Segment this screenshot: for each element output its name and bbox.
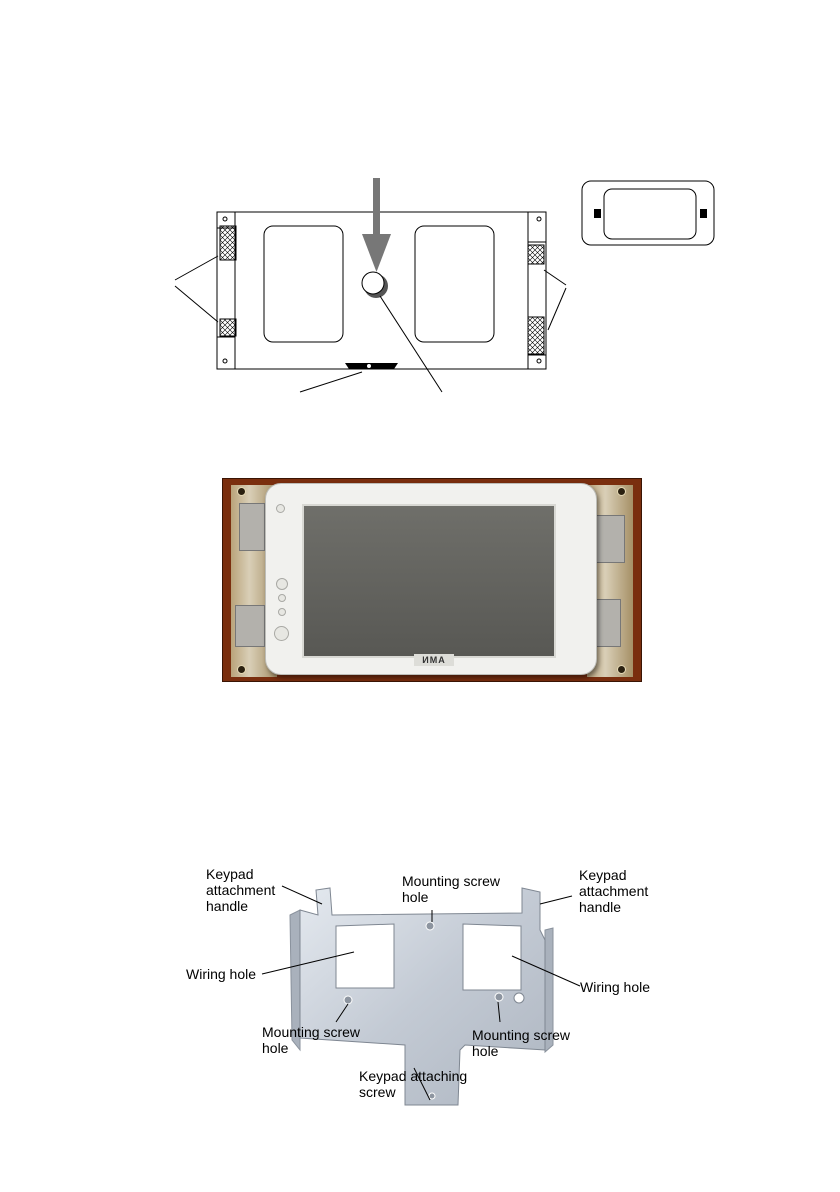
keypad-device bbox=[265, 483, 597, 675]
right-pad-bottom bbox=[595, 599, 621, 647]
left-pad-bottom bbox=[235, 605, 265, 647]
screw-icon bbox=[237, 487, 246, 496]
label-wiring-hole-left: Wiring hole bbox=[186, 966, 257, 982]
keypad-button bbox=[278, 594, 286, 602]
label-mounting-screw-bottom-right: Mounting screw hole bbox=[472, 1027, 571, 1059]
mounting-screw-hole-top bbox=[426, 922, 434, 930]
bottom-tab bbox=[345, 363, 398, 369]
right-pad-top bbox=[595, 515, 625, 563]
keypad-button bbox=[276, 504, 285, 513]
label-mounting-screw-top: Mounting screw hole bbox=[402, 873, 501, 905]
keypad-button bbox=[278, 608, 286, 616]
inset-detail bbox=[582, 181, 714, 245]
keypad-button bbox=[276, 578, 288, 590]
screw-icon bbox=[617, 487, 626, 496]
bracket-photo bbox=[0, 870, 840, 1170]
label-keypad-attaching-screw: Keypad attaching screw bbox=[359, 1068, 468, 1100]
label-keypad-handle-left: Keypad attachment handle bbox=[206, 866, 276, 914]
mounting-plate-diagram bbox=[0, 0, 840, 460]
keypad-home-button bbox=[274, 626, 289, 641]
wiring-hole-right bbox=[463, 924, 521, 990]
brand-mark: ИMA bbox=[414, 654, 454, 666]
label-keypad-handle-right: Keypad attachment handle bbox=[579, 867, 649, 915]
mounting-screw-hole-bottom-left bbox=[344, 996, 352, 1004]
mounting-screw-hole-extra bbox=[514, 993, 524, 1003]
left-pad-top bbox=[239, 503, 265, 551]
label-mounting-screw-bottom-left: Mounting screw hole bbox=[262, 1024, 361, 1056]
keypad-mounted-photo bbox=[222, 478, 642, 682]
label-wiring-hole-right: Wiring hole bbox=[580, 979, 651, 995]
keypad-screen bbox=[302, 504, 556, 658]
screw-icon bbox=[617, 665, 626, 674]
screw-icon bbox=[237, 665, 246, 674]
mounting-screw-hole-bottom-right bbox=[495, 993, 503, 1001]
wiring-hole-left bbox=[336, 924, 394, 988]
